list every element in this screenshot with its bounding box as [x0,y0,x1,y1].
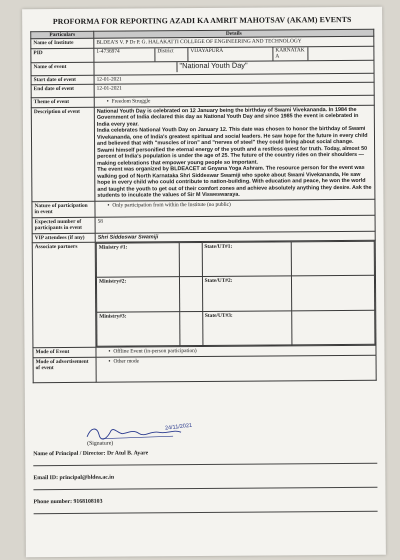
ministry-1-label: Ministry #1: [96,243,180,278]
advert-value: • Other mode [109,358,140,364]
description-paragraph-3: The event was organized by BLDEACET at Gnyana Yoga Ashram. The resource person for the event was walking god of North Karnataka Shri Siddeswar Swamiji who spoke about Swami Vivekananda, He saw hope in every child who could contribute to nation-building. With education and peace, he won the world and taught the youth to get out of their comfort zones and achieve absolutely anything they desire. Ask the students to inculcate the values of Sir M Visweswaraya. [97,165,372,199]
email-value: principal@bldea.ac.in [59,474,115,482]
vip-label: VIP attendees (if any) [32,233,95,243]
event-name-label: Name of event [31,62,94,75]
description-body [94,105,375,201]
state-3-label: State/UT#3: [202,311,291,346]
pid-label: PID [31,48,94,62]
row-partners [32,240,376,347]
mode-label: Mode of Event [33,347,96,357]
proforma-sheet [22,7,386,557]
description-paragraph-1: National Youth Day is celebrated on 12 January being the birthday of Swami Vivekananda. In 1984 the Government of India declared this day as National Youth Day and since 1985 the event is celebrated in India every year. [96,106,359,128]
event-name-value: "National Youth Day" [179,60,248,71]
vip-value: Shri Siddeswar Swamiji [95,231,375,242]
pid-value: 1-4736974 [94,48,155,61]
phone-value: 9168108103 [73,498,103,505]
partners-table [96,241,376,347]
end-date-value: 12-01-2021 [94,83,374,98]
partners-label: Associate partners [32,242,96,347]
row-description [31,105,375,201]
mode-value: • Offline Event (in-person participation) [108,348,196,355]
description-label: Description of event [31,107,95,201]
expected-value: 58 [95,215,375,233]
phone-label: Phone number: [33,498,73,506]
email-line [33,473,377,481]
event-form-table [30,29,376,383]
theme-value: • Freedom Struggle [107,99,151,105]
principal-label: Name of Principal / Director: [33,450,106,458]
district-value: VIJAYAPURA [188,47,273,61]
nature-value: • Only participation from within the Institute (no public) [107,201,230,208]
state-2-label: State/UT#2: [202,276,291,311]
principal-value: Dr Atul B. Ayare [106,450,149,457]
divider [33,487,377,490]
phone-line [34,497,378,505]
start-date-label: Start date of event [31,75,94,85]
advert-label: Mode of advertisement of event [33,357,96,382]
start-date-value: 12-01-2021 [94,73,374,84]
expected-label: Expected number of participants in event [32,217,95,233]
divider [34,511,378,514]
email-label: Email ID: [33,475,59,482]
row-advertisement [33,355,376,382]
form-title: PROFORMA FOR REPORTING AZADI KA AMRIT MAHOTSAV (AKAM) EVENTS [52,14,352,27]
ministry-2-label: Ministry#2: [96,277,180,312]
end-date-label: End date of event [31,85,94,98]
principal-line [33,449,377,457]
theme-label: Theme of event [31,98,94,108]
state-1-label: State/UT#1: [202,242,291,277]
state-value: KARNATAKA [273,47,308,60]
signature-label: (Signature) [87,440,114,447]
ministry-3-label: Ministry#3: [97,311,181,346]
header-details: Details [94,29,374,38]
district-label: District [155,48,188,61]
institute-value: BLDEA'S V. P Dr P. G. HALAKATTI COLLEGE OF ENGINEERING AND TECHNOLOGY [94,37,374,48]
header-particulars: Particulars [31,31,94,39]
signature-date: 24/11/2021 [164,422,193,432]
description-paragraph-2: India celebrates National Youth Day on January 12. This date was chosen to honor the birthday of Swami Vivekananda, one of India's greatest spiritual and social leaders. He saw hope for the future in every child and believed that with "muscles of iron" and "nerves of steel" they could bring about social change. Swami himself personified the eternal energy of the youth and a restless quest for truth. Today, almost 50 percent of India's population is under the age of 25. The future of the country rides on their shoulders — making celebrations that empower young people so important. [96,126,368,167]
divider [33,463,377,466]
institute-label: Name of Institute [31,39,94,49]
nature-label: Nature of participation in event [32,201,95,217]
